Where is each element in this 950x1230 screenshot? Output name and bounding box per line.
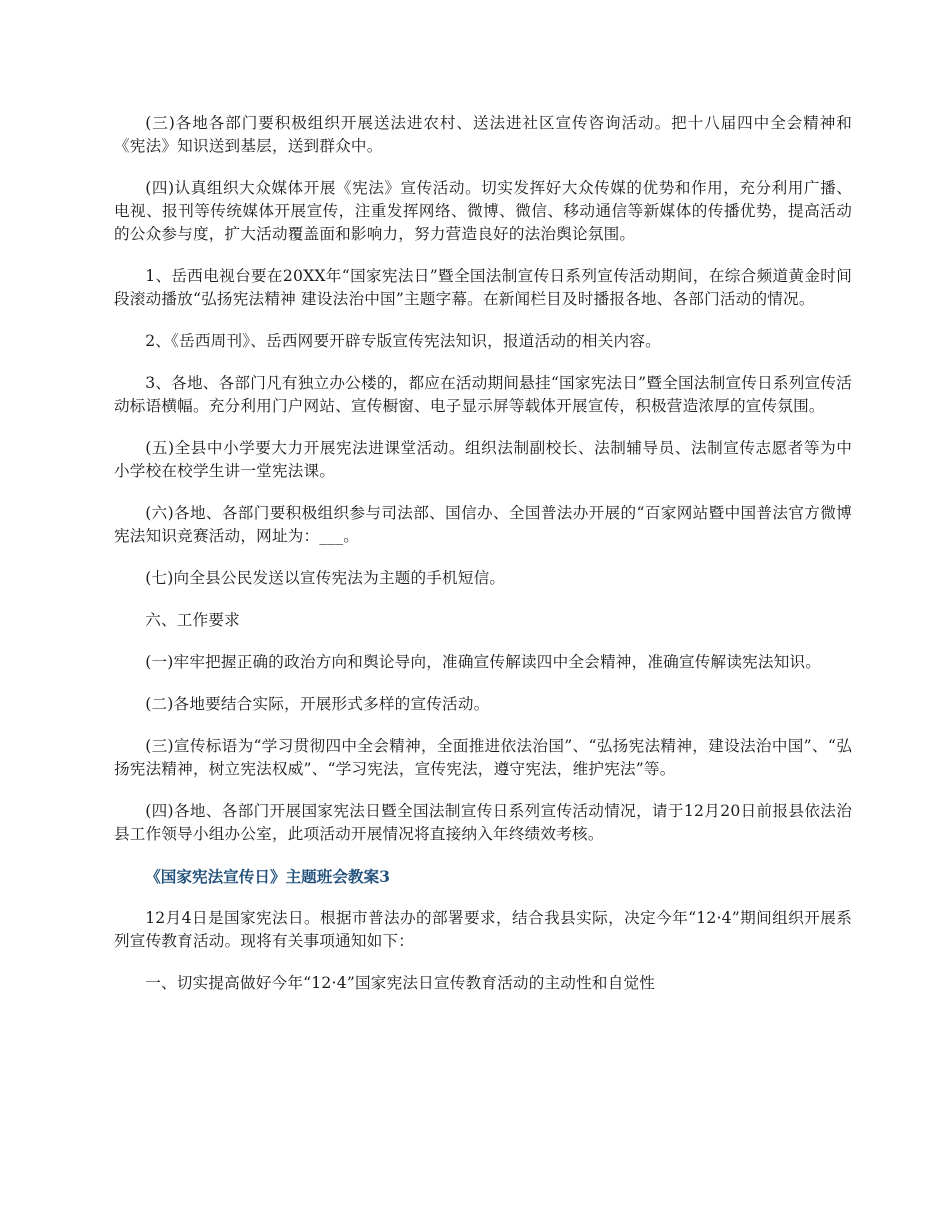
paragraph-work-requirements-title: 六、工作要求 bbox=[145, 611, 240, 629]
paragraph-schools: (五)全县中小学要大力开展宪法进课堂活动。组织法制副校长、法制辅导员、法制宣传志愿者等为中小学校在校学生讲一堂宪法课。 bbox=[114, 439, 852, 480]
paragraph-online-contest: (六)各地、各部门要积极组织参与司法部、国信办、全国普法办开展的“百家网站暨中国普法官方微博宪法知识竞赛活动，网址为：___。 bbox=[114, 504, 852, 545]
paragraph-banners: 3、各地、各部门凡有独立办公楼的，都应在活动期间悬挂“国家宪法日”暨全国法制宣传日系列宣传活动标语横幅。充分利用门户网站、宣传橱窗、电子显示屏等载体开展宣传，积极营造浓厚的宣传氛围。 bbox=[114, 374, 852, 415]
paragraph-weekly-paper: 2、《岳西周刊》、岳西网要开辟专版宣传宪法知识，报道活动的相关内容。 bbox=[145, 332, 661, 350]
paragraph-requirement-3-slogans: (三)宣传标语为“学习贯彻四中全会精神，全面推进依法治国”、“弘扬宪法精神，建设法治中国”、“弘扬宪法精神，树立宪法权威”、“学习宪法，宣传宪法，遵守宪法，维护宪法”等。 bbox=[114, 737, 852, 778]
paragraph-requirement-1: (一)牢牢把握正确的政治方向和舆论导向，准确宣传解读四中全会精神，准确宣传解读宪法知识。 bbox=[145, 653, 822, 671]
paragraph-section-intro: 12月4日是国家宪法日。根据市普法办的部署要求，结合我县实际，决定今年“12·4”期间组织开展系列宣传教育活动。现将有关事项通知如下： bbox=[114, 909, 852, 950]
paragraph-section-point-1: 一、切实提高做好今年“12·4”国家宪法日宣传教育活动的主动性和自觉性 bbox=[145, 974, 656, 992]
paragraph-requirement-4-report: (四)各地、各部门开展国家宪法日暨全国法制宣传日系列宣传活动情况，请于12月20日前报县依法治县工作领导小组办公室，此项活动开展情况将直接纳入年终绩效考核。 bbox=[114, 802, 852, 843]
paragraph-mass-media: (四)认真组织大众媒体开展《宪法》宣传活动。切实发挥好大众传媒的优势和作用，充分利用广播、电视、报刊等传统媒体开展宣传，注重发挥网络、微博、微信、移动通信等新媒体的传播优势，提高活动的公众参与度，扩大活动覆盖面和影响力，努力营造良好的法治舆论氛围。 bbox=[114, 179, 852, 243]
paragraph-outreach-activities: (三)各地各部门要积极组织开展送法进农村、送法进社区宣传咨询活动。把十八届四中全会精神和《宪法》知识送到基层，送到群众中。 bbox=[114, 114, 852, 155]
paragraph-requirement-2: (二)各地要结合实际，开展形式多样的宣传活动。 bbox=[145, 695, 490, 713]
section-heading: 《国家宪法宣传日》主题班会教案3 bbox=[145, 867, 390, 886]
paragraph-sms: (七)向全县公民发送以宣传宪法为主题的手机短信。 bbox=[145, 569, 506, 587]
paragraph-tv-station: 1、岳西电视台要在20XX年“国家宪法日”暨全国法制宣传日系列宣传活动期间，在综合频道黄金时间段滚动播放“弘扬宪法精神 建设法治中国”主题字幕。在新闻栏目及时播报各地、各部门活动的情况。 bbox=[114, 267, 852, 308]
document-page bbox=[114, 112, 852, 1014]
